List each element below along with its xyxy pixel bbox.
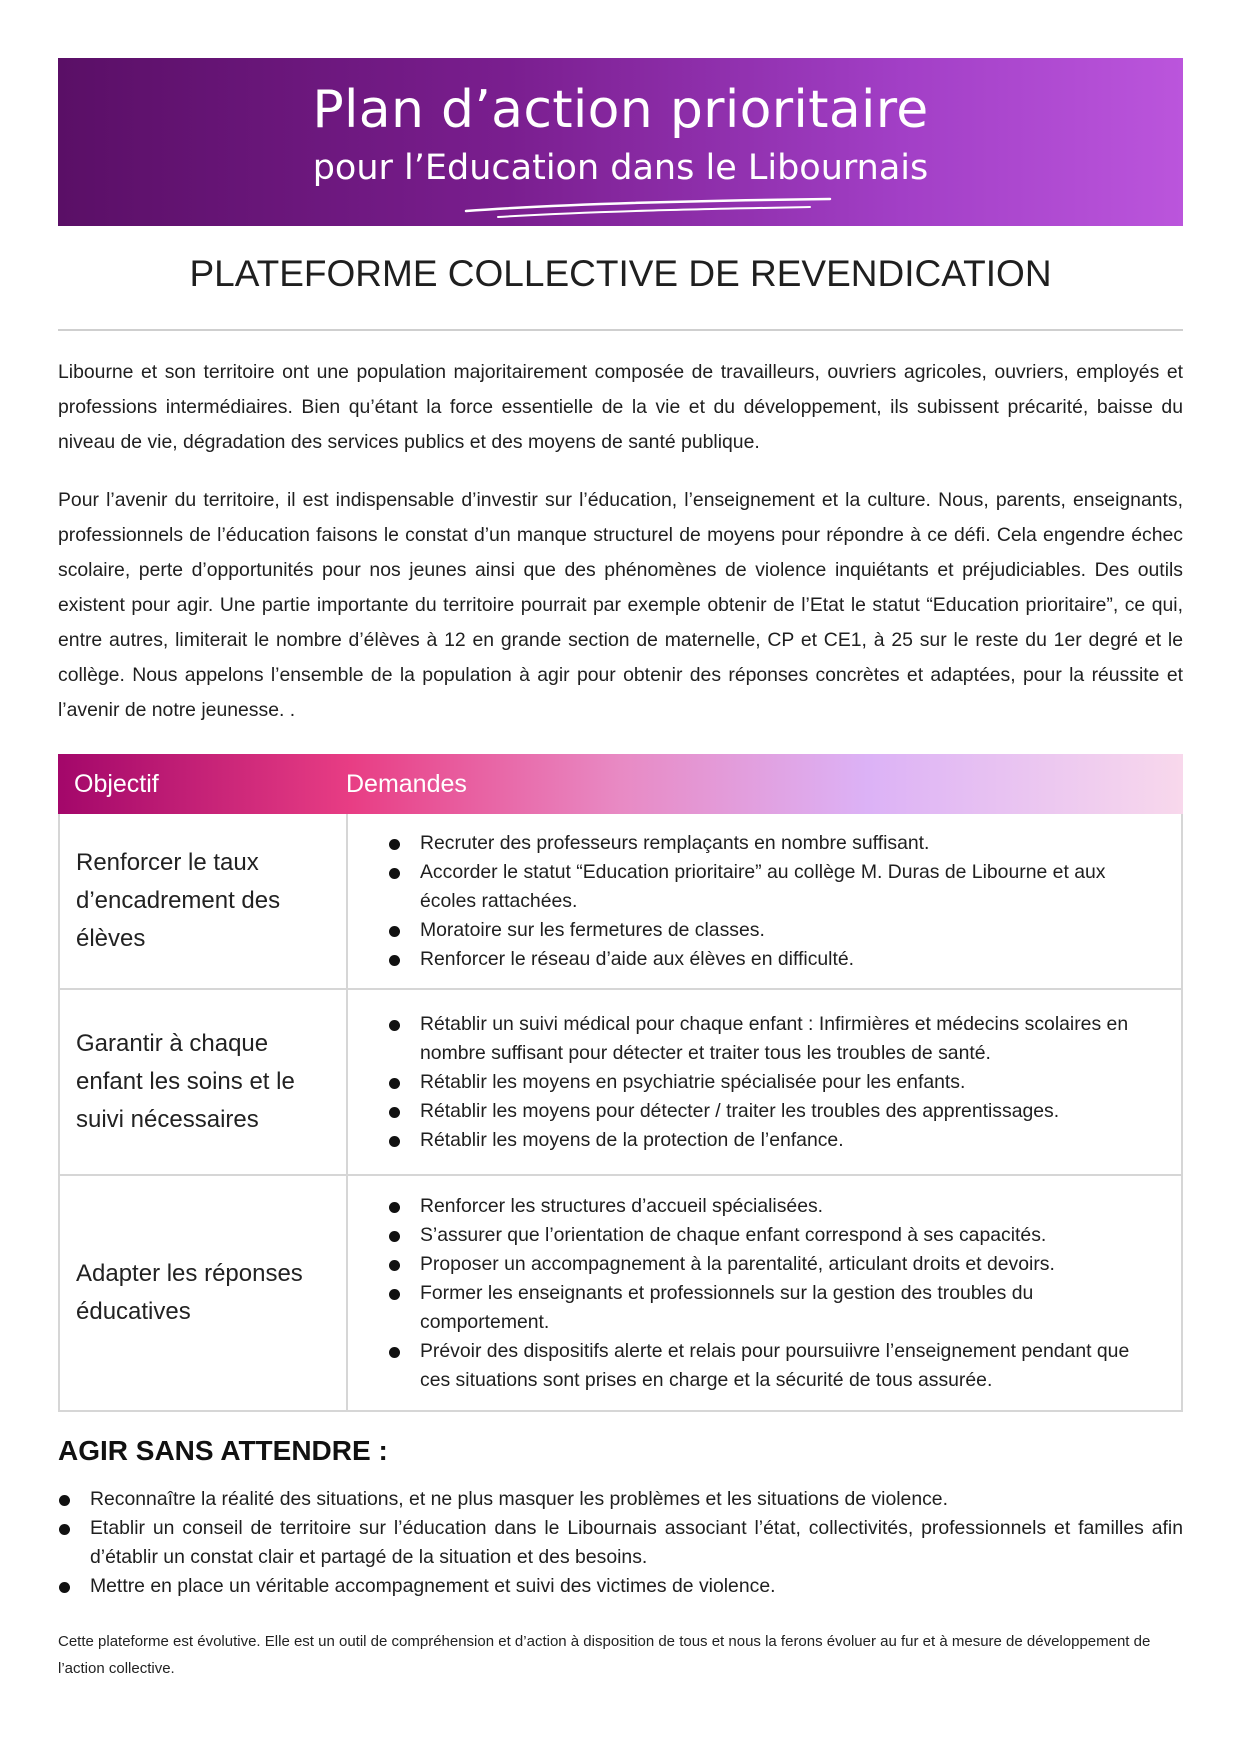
underline-swoosh-icon: [458, 193, 838, 223]
objective-cell: Renforcer le taux d’encadrement des élèves: [60, 814, 348, 988]
intro-paragraph: Pour l’avenir du territoire, il est indispensable d’investir sur l’éducation, l’enseignement et la culture. Nous, parents, enseignants, professionnels de l’éducation faisons le constat d’un manque structurel de moyens pour répondre à ce défi. Cela engendre échec scolaire, perte d’opportunités pour nos jeunes ainsi que des phénomènes de violence inquiétants et préjudiciables. Des outils existent pour agir. Une partie importante du territoire pourrait par exemple obtenir de l’Etat le statut “Education prioritaire”, ce qui, entre autres, limiterait le nombre d’élèves à 12 en grande section de maternelle, CP et CE1, à 25 sur le reste du 1er degré et le collège. Nous appelons l’ensemble de la population à agir pour obtenir des réponses concrètes et adaptées, pour la réussite et l’avenir de notre jeunesse. .: [58, 489, 1183, 721]
column-header-objectif: Objectif: [74, 769, 159, 798]
page-title: PLATEFORME COLLECTIVE DE REVENDICATION: [189, 253, 1052, 294]
demand-item: Moratoire sur les fermetures de classes.: [388, 916, 1161, 945]
table-row: [58, 990, 1183, 1176]
demand-item: Accorder le statut “Education prioritaire” au collège M. Duras de Libourne et aux écoles rattachées.: [388, 858, 1161, 916]
objective-cell: Adapter les réponses éducatives: [60, 1176, 348, 1410]
demand-item: Renforcer le réseau d’aide aux élèves en difficulté.: [388, 945, 1161, 974]
demand-item: Rétablir les moyens de la protection de l’enfance.: [388, 1126, 1161, 1155]
table-row: [58, 814, 1183, 990]
banner-title: Plan d’action prioritaire: [312, 80, 929, 140]
demand-item: S’assurer que l’orientation de chaque enfant correspond à ses capacités.: [388, 1221, 1161, 1250]
footnote: Cette plateforme est évolutive. Elle est un outil de compréhension et d’action à disposition de tous et nous la ferons évoluer au fur et à mesure de développement de l’action collective.: [58, 1633, 1151, 1677]
demands-cell: [348, 990, 1181, 1174]
section-heading-agir: AGIR SANS ATTENDRE :: [58, 1435, 388, 1466]
objective-cell: Garantir à chaque enfant les soins et le suivi nécessaires: [60, 990, 348, 1174]
demands-cell: [348, 814, 1181, 988]
divider: [58, 329, 1183, 331]
demands-cell: [348, 1176, 1181, 1410]
demand-item: Rétablir un suivi médical pour chaque enfant : Infirmières et médecins scolaires en nombre suffisant pour détecter et traiter tous les troubles de santé.: [388, 1010, 1161, 1068]
list-item: Reconnaître la réalité des situations, et ne plus masquer les problèmes et les situations de violence.: [58, 1485, 1183, 1514]
demands-table: [58, 754, 1183, 1412]
list-item: Mettre en place un véritable accompagnement et suivi des victimes de violence.: [58, 1572, 1183, 1601]
demand-item: Rétablir les moyens en psychiatrie spécialisée pour les enfants.: [388, 1068, 1161, 1097]
agir-list: [58, 1485, 1183, 1601]
demand-item: Renforcer les structures d’accueil spécialisées.: [388, 1192, 1161, 1221]
demand-item: Proposer un accompagnement à la parentalité, articulant droits et devoirs.: [388, 1250, 1161, 1279]
demand-item: Rétablir les moyens pour détecter / traiter les troubles des apprentissages.: [388, 1097, 1161, 1126]
column-header-demandes: Demandes: [346, 769, 467, 798]
demand-item: Prévoir des dispositifs alerte et relais pour poursuiivre l’enseignement pendant que ces situations sont prises en charge et la sécurité de tous assurée.: [388, 1337, 1161, 1395]
header-banner: [58, 58, 1183, 226]
table-row: [58, 1176, 1183, 1412]
demand-item: Recruter des professeurs remplaçants en nombre suffisant.: [388, 829, 1161, 858]
intro-paragraph: Libourne et son territoire ont une population majoritairement composée de travailleurs, ouvriers agricoles, ouvriers, employés et professions intermédiaires. Bien qu’étant la force essentielle de la vie et du développement, ils subissent précarité, baisse du niveau de vie, dégradation des services publics et des moyens de santé publique.: [58, 361, 1183, 453]
demand-item: Former les enseignants et professionnels sur la gestion des troubles du comportement.: [388, 1279, 1161, 1337]
table-header: [58, 754, 1183, 814]
banner-subtitle: pour l’Education dans le Libournais: [312, 148, 929, 188]
list-item: Etablir un conseil de territoire sur l’éducation dans le Libournais associant l’état, collectivités, professionnels et familles afin d’établir un constat clair et partagé de la situation et des besoins.: [58, 1514, 1183, 1572]
